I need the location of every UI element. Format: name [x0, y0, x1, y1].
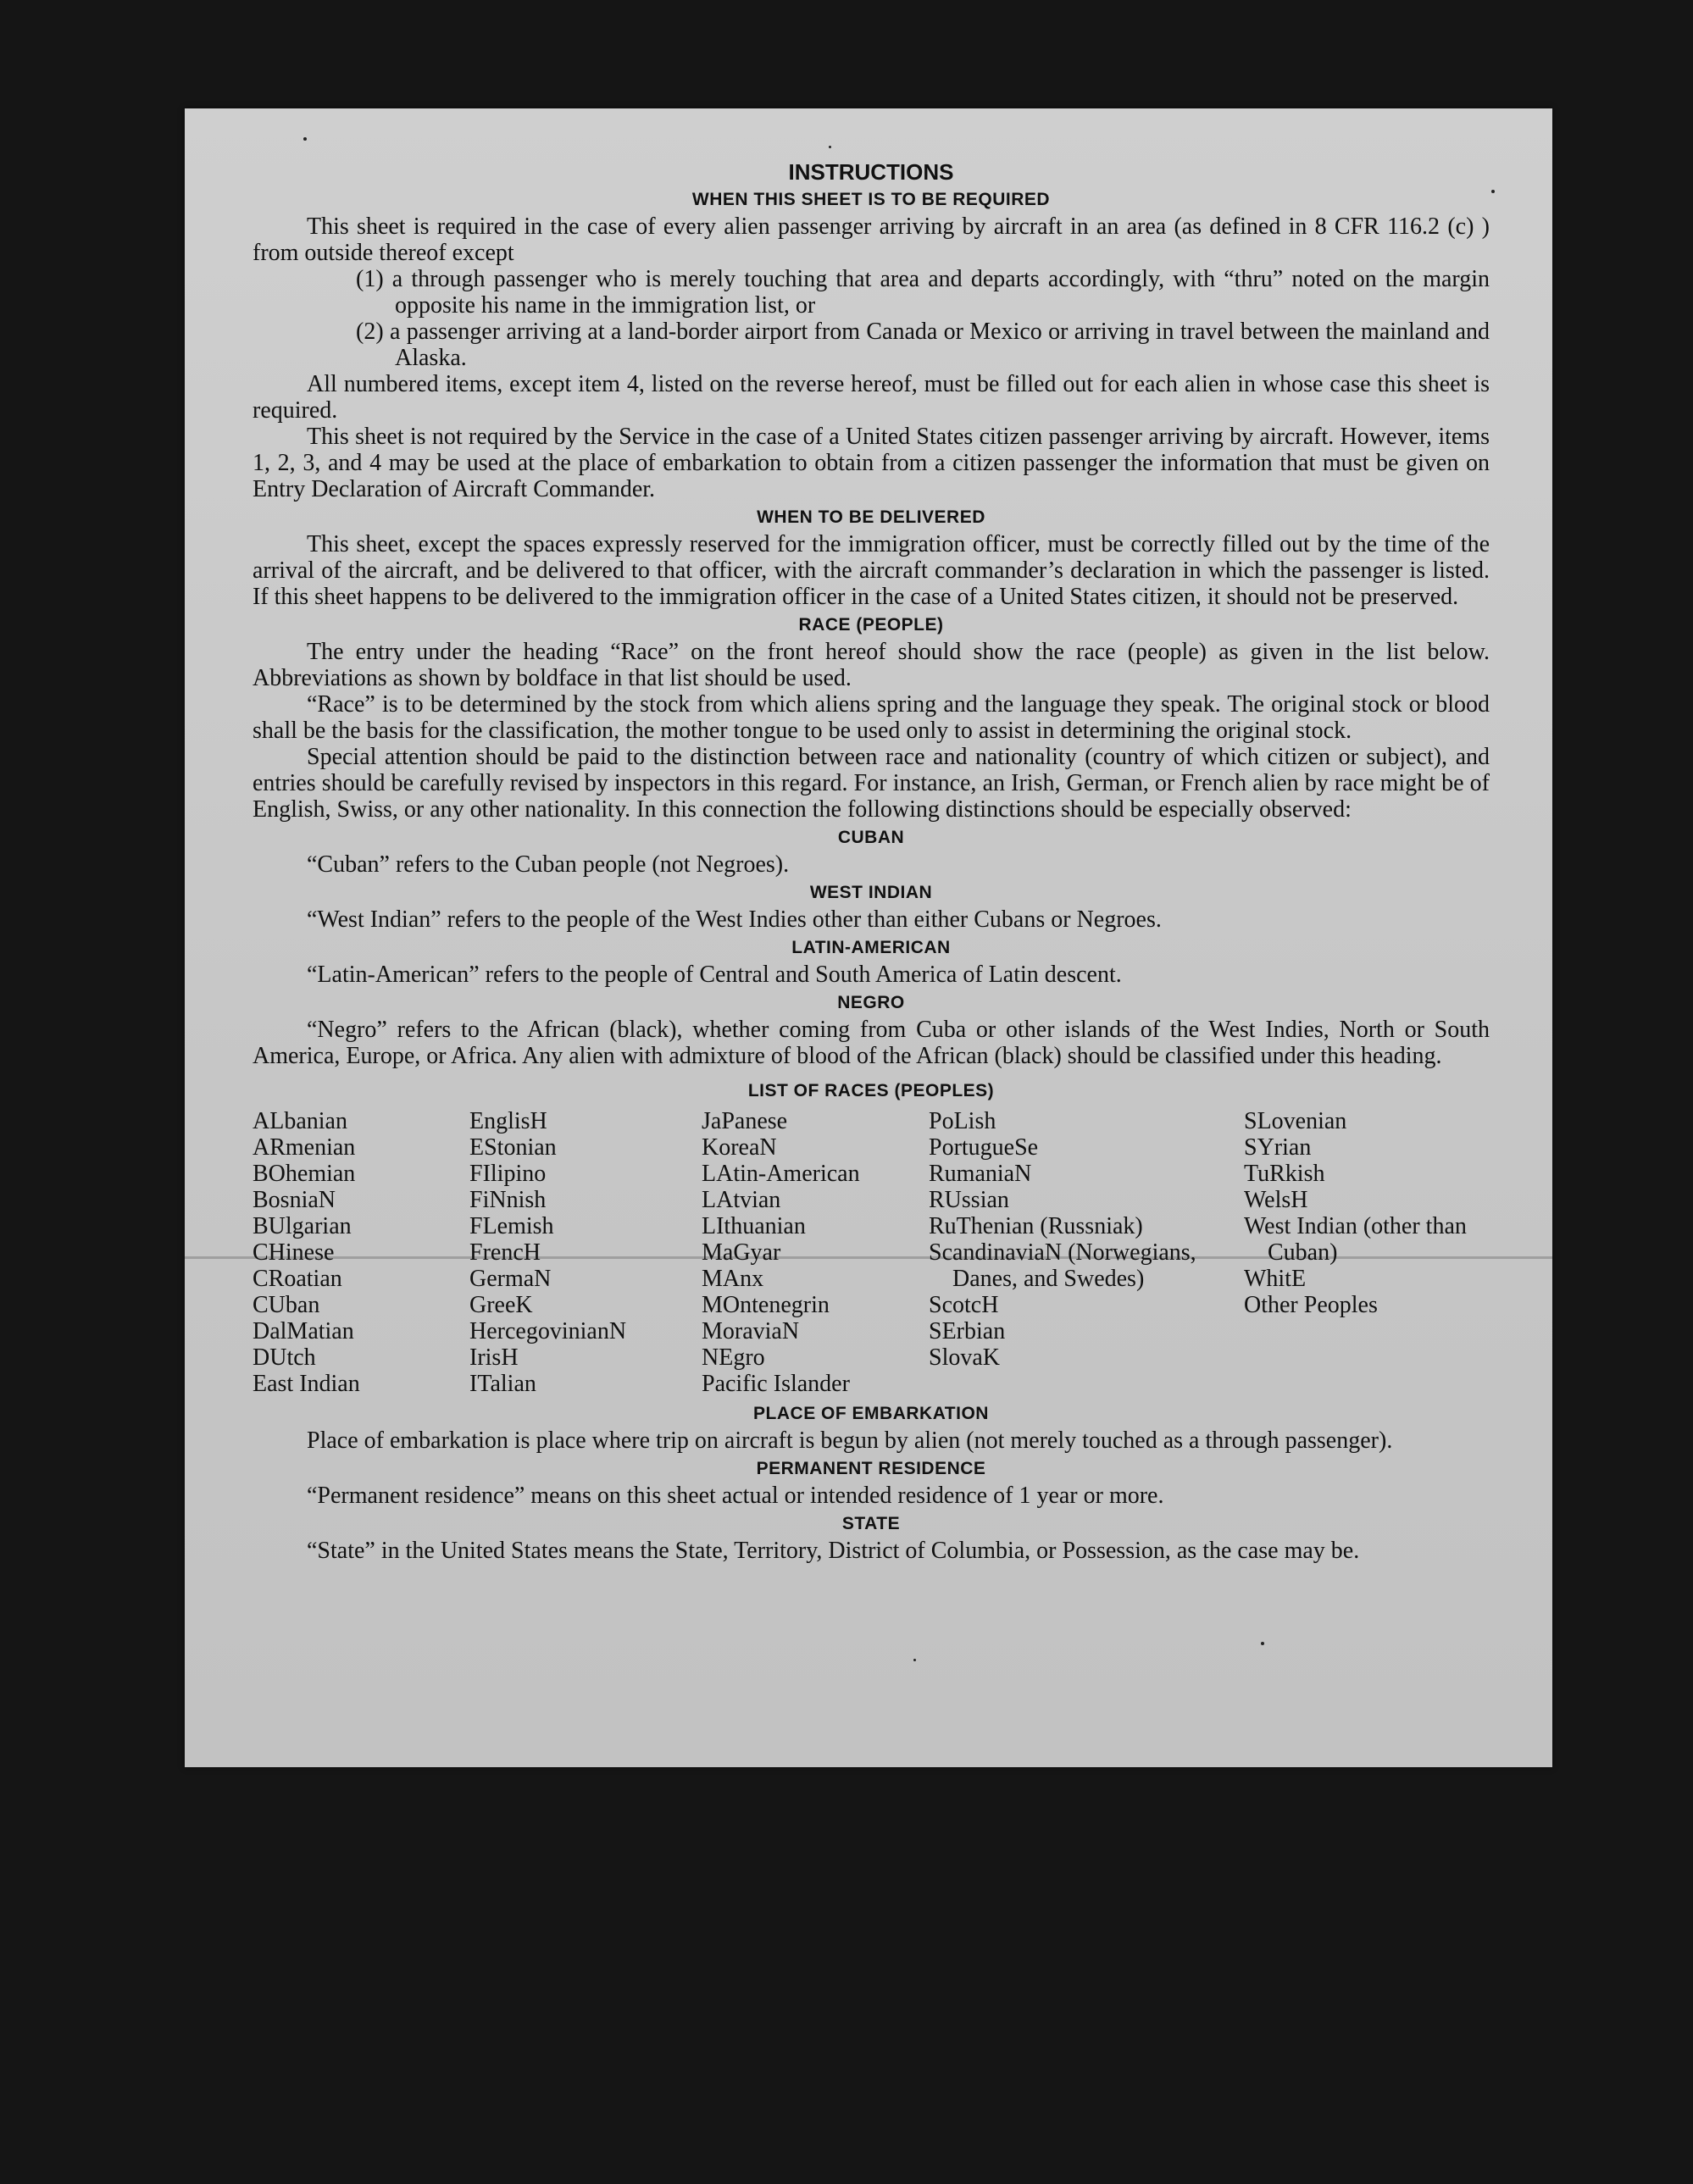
race-list-item: TuRkish: [1244, 1161, 1325, 1187]
paragraph-numbered-items: All numbered items, except item 4, listed on the reverse hereof, must be filled out for each alien in whose case this sheet is required.: [253, 371, 1490, 424]
heading-permanent-residence: PERMANENT RESIDENCE: [756, 1459, 986, 1478]
race-list-item: WelsH: [1244, 1187, 1308, 1213]
race-list-item: DalMatian: [253, 1318, 354, 1344]
heading-cuban: CUBAN: [837, 828, 905, 847]
race-list-item: LAtvian: [702, 1187, 781, 1213]
heading-state: STATE: [841, 1514, 901, 1533]
heading-west-indian: WEST INDIAN: [809, 883, 933, 902]
race-list-item: MoraviaN: [702, 1318, 800, 1344]
race-list-item: PoLish: [929, 1108, 996, 1134]
race-list-item: ALbanian: [253, 1108, 347, 1134]
paragraph-race-entry: The entry under the heading “Race” on the front hereof should show the race (people) as given in the list below. Abbreviations as shown by boldface in that list should be used.: [253, 639, 1490, 691]
race-list-item: East Indian: [253, 1371, 360, 1397]
race-list-item: CUban: [253, 1292, 320, 1318]
instruction-sheet: [185, 108, 1552, 1767]
race-list-item: RumaniaN: [929, 1161, 1032, 1187]
race-list-item: Other Peoples: [1244, 1292, 1378, 1318]
heading-latin-american: LATIN-AMERICAN: [791, 938, 951, 957]
paragraph-state: “State” in the United States means the State, Territory, District of Columbia, or Possession, as the case may be.: [307, 1538, 1360, 1564]
race-column-1: [253, 1108, 469, 1397]
paragraph-required: This sheet is required in the case of every alien passenger arriving by aircraft in an area (as defined in 8 CFR 116.2 (c) ) from outside thereof except: [253, 213, 1490, 266]
race-list-item: GermaN: [469, 1266, 552, 1292]
race-list-item: FIlipino: [469, 1161, 547, 1187]
race-list-item: EnglisH: [469, 1108, 547, 1134]
race-list-item: IrisH: [469, 1344, 519, 1371]
race-list-item: RUssian: [929, 1187, 1009, 1213]
race-list-item: BosniaN: [253, 1187, 336, 1213]
paragraph-west-indian: “West Indian” refers to the people of the West Indies other than either Cubans or Negroes.: [307, 906, 1162, 933]
race-list-item: LIthuanian: [702, 1213, 806, 1239]
paragraph-cuban: “Cuban” refers to the Cuban people (not Negroes).: [307, 851, 790, 878]
race-list-item: KoreaN: [702, 1134, 777, 1161]
race-list-item: ScandinaviaN (Norwegians, Danes, and Swedes): [929, 1239, 1196, 1292]
race-list-item: HercegovinianN: [469, 1318, 627, 1344]
race-list-item: MOntenegrin: [702, 1292, 830, 1318]
race-column-4: [929, 1108, 1244, 1397]
race-list-item: WhitE: [1244, 1266, 1307, 1292]
race-list-item: SLovenian: [1244, 1108, 1347, 1134]
heading-list-of-races: LIST OF RACES (PEOPLES): [747, 1081, 995, 1100]
paragraph-negro: “Negro” refers to the African (black), whether coming from Cuba or other islands of the West Indies, North or South America, Europe, or Africa. Any alien with admixture of blood of the African (black) should be classified under this heading.: [253, 1017, 1490, 1069]
race-list-item: SErbian: [929, 1318, 1006, 1344]
race-list-item: FrencH: [469, 1239, 541, 1266]
race-list-item: GreeK: [469, 1292, 533, 1318]
race-column-3: [702, 1108, 929, 1397]
paragraph-delivery: This sheet, except the spaces expressly reserved for the immigration officer, must be correctly filled out by the time of the arrival of the aircraft, and be delivered to that officer, with the aircraft commander’s declaration in which the passenger is listed. If this sheet happens to be delivered to the immigration officer in the case of a United States citizen, it should not be preserved.: [253, 531, 1490, 610]
race-list-item: ScotcH: [929, 1292, 999, 1318]
race-list-item: EStonian: [469, 1134, 557, 1161]
race-list-item: West Indian (other than Cuban): [1244, 1213, 1467, 1266]
paragraph-race-definition: “Race” is to be determined by the stock from which aliens spring and the language they speak. The original stock or blood shall be the basis for the classification, the mother tongue to be used only to assist in determining the original stock.: [253, 691, 1490, 744]
race-list-item: FLemish: [469, 1213, 554, 1239]
race-list-item: FiNnish: [469, 1187, 547, 1213]
paragraph-permanent-residence: “Permanent residence” means on this sheet actual or intended residence of 1 year or more.: [307, 1483, 1164, 1509]
paragraph-embarkation: Place of embarkation is place where trip on aircraft is begun by alien (not merely touched as a through passenger).: [307, 1427, 1393, 1454]
race-list-item: MaGyar: [702, 1239, 781, 1266]
heading-negro: NEGRO: [837, 993, 905, 1012]
race-list-item: NEgro: [702, 1344, 765, 1371]
paragraph-race-nationality: Special attention should be paid to the distinction between race and nationality (country of which citizen or subject), and entries should be carefully revised by inspectors in this regard. For instance, an Irish, German, or French alien by race might be of English, Swiss, or any other nationality. In this connection the following distinctions should be especially observed:: [253, 744, 1490, 823]
race-list-item: Pacific Islander: [702, 1371, 850, 1397]
paragraph-citizen: This sheet is not required by the Service in the case of a United States citizen passenger arriving by aircraft. However, items 1, 2, 3, and 4 may be used at the place of embarkation to obtain from a citizen passenger the information that must be given on Entry Declaration of Aircraft Commander.: [253, 424, 1490, 502]
race-list-item: RuThenian (Russniak): [929, 1213, 1143, 1239]
race-list-item: CHinese: [253, 1239, 335, 1266]
race-column-2: [469, 1108, 702, 1397]
paragraph-latin-american: “Latin-American” refers to the people of Central and South America of Latin descent.: [307, 962, 1122, 988]
race-list-item: SlovaK: [929, 1344, 1000, 1371]
heading-embarkation: PLACE OF EMBARKATION: [753, 1404, 989, 1423]
race-list-item: CRoatian: [253, 1266, 342, 1292]
heading-when-required: WHEN THIS SHEET IS TO BE REQUIRED: [691, 190, 1051, 209]
race-list-item: BUlgarian: [253, 1213, 352, 1239]
race-column-5: [1244, 1108, 1490, 1397]
race-list-item: LAtin-American: [702, 1161, 860, 1187]
sheet-content: [253, 159, 1490, 1564]
race-list-item: DUtch: [253, 1344, 316, 1371]
exception-item-2: (2) a passenger arriving at a land-border airport from Canada or Mexico or arriving in travel between the mainland and Alaska.: [356, 319, 1490, 371]
race-list: [253, 1108, 1490, 1397]
page-title: INSTRUCTIONS: [788, 159, 954, 185]
race-list-item: MAnx: [702, 1266, 764, 1292]
race-list-item: PortugueSe: [929, 1134, 1039, 1161]
race-list-item: SYrian: [1244, 1134, 1312, 1161]
heading-when-delivered: WHEN TO BE DELIVERED: [757, 507, 985, 527]
race-list-item: JaPanese: [702, 1108, 788, 1134]
exception-item-1: (1) a through passenger who is merely touching that area and departs accordingly, with “thru” noted on the margin opposite his name in the immigration list, or: [356, 266, 1490, 319]
race-list-item: BOhemian: [253, 1161, 356, 1187]
race-list-item: ARmenian: [253, 1134, 356, 1161]
heading-race: RACE (PEOPLE): [798, 615, 944, 635]
race-list-item: ITalian: [469, 1371, 536, 1397]
